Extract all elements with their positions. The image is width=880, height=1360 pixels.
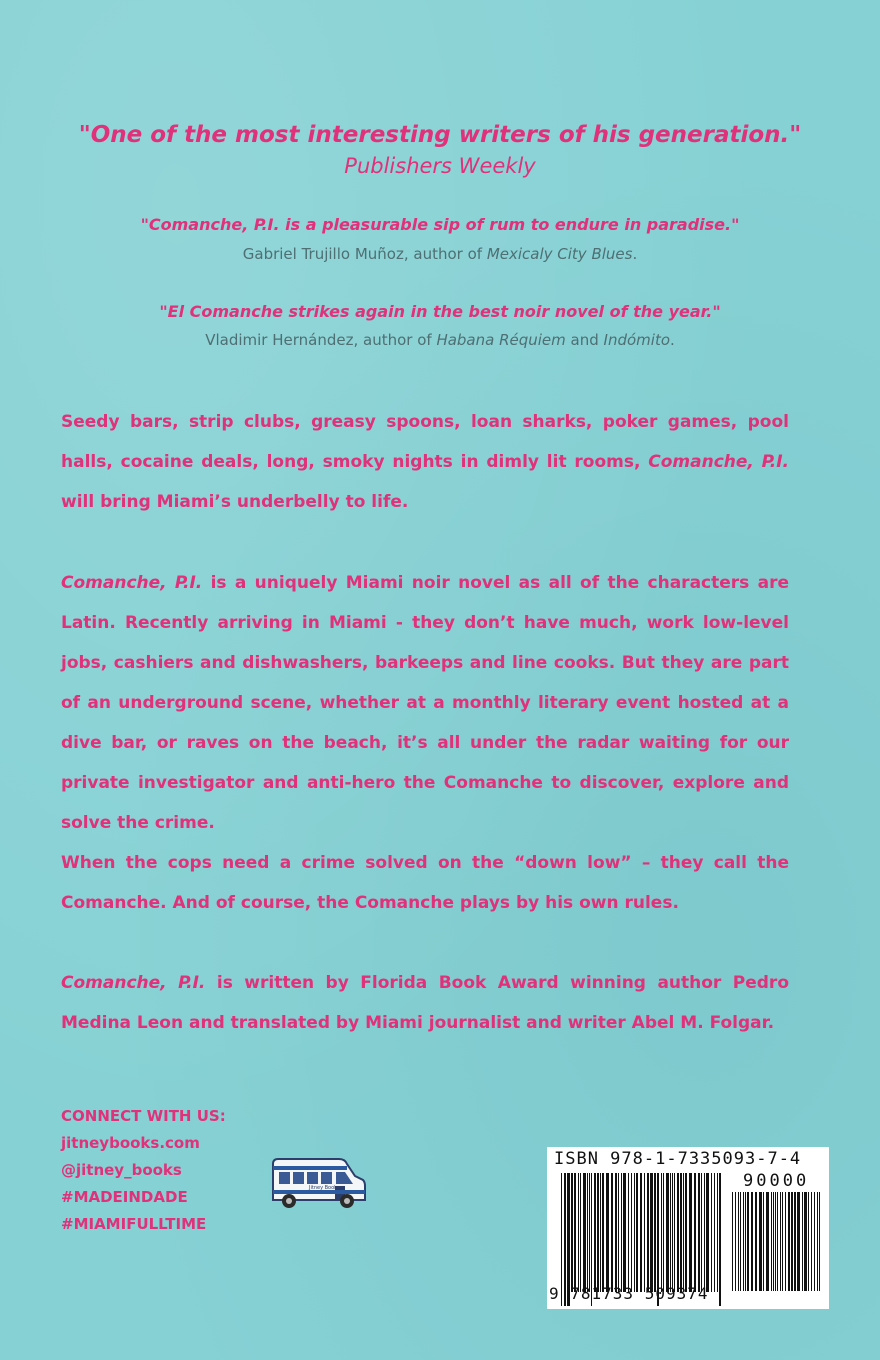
barcode-bar — [694, 1173, 696, 1292]
barcode-bars-price — [732, 1192, 822, 1305]
barcode-bar — [759, 1192, 762, 1291]
barcode-bar — [819, 1192, 820, 1291]
barcode-bar — [670, 1173, 671, 1292]
barcode-bar — [602, 1173, 604, 1292]
quote-1-source: Publishers Weekly — [344, 154, 536, 178]
barcode-digits: 9 781733 509374 — [549, 1284, 709, 1303]
hashtag-miamifulltime[interactable]: #MIAMIFULLTIME — [61, 1215, 207, 1233]
barcode-bar — [677, 1173, 679, 1292]
barcode-bar — [628, 1173, 629, 1292]
barcode-bar — [618, 1173, 619, 1292]
barcode-bar — [717, 1173, 718, 1292]
barcode-bar — [621, 1173, 622, 1292]
barcode-bar — [738, 1192, 739, 1291]
connect-section — [61, 1103, 226, 1238]
blurb-paragraph-3: When the cops need a crime solved on the “down low” – they call the Comanche. And of course, the Comanche plays by his own rules. — [61, 853, 789, 913]
barcode-bar — [698, 1173, 700, 1292]
barcode-bar — [735, 1192, 736, 1291]
barcode-bar — [766, 1192, 769, 1291]
website-link[interactable]: jitneybooks.com — [61, 1134, 200, 1152]
quote-2-source: Gabriel Trujillo Muñoz, author of Mexicaly City Blues. — [242, 245, 638, 263]
barcode-bar — [672, 1173, 673, 1292]
jitney-bus-logo-icon — [269, 1154, 367, 1212]
isbn-number: ISBN 978-1-7335093-7-4 — [554, 1149, 802, 1169]
barcode-bar — [763, 1192, 764, 1291]
barcode-bar — [785, 1192, 786, 1291]
barcode-bar — [773, 1192, 774, 1291]
social-handle[interactable]: @jitney_books — [61, 1161, 182, 1179]
barcode-bar — [751, 1192, 753, 1291]
barcode-bar — [797, 1192, 800, 1291]
isbn-barcode — [547, 1147, 829, 1309]
bus-label: Jitney Books — [309, 1185, 340, 1191]
barcode-bar — [811, 1192, 812, 1291]
barcode-bar — [578, 1173, 579, 1292]
barcode-bar — [606, 1173, 609, 1292]
barcode-bar — [615, 1173, 617, 1292]
barcode-bar — [631, 1173, 632, 1292]
blurb-paragraph-2: Comanche, P.I. is a uniquely Miami noir novel as all of the characters are Latin. Recently arriving in Miami - they don’t have much, work low-level jobs, cashiers and dishwashers, barkeeps and line cooks. But they are part of an underground scene, whether at a monthly literary event hosted at a dive bar, or raves on the beach, it’s all under the radar waiting for our private investigator and anti-hero the Comanche to discover, explore and solve the crime. — [61, 573, 789, 833]
barcode-bar — [777, 1192, 778, 1291]
barcode-bar — [689, 1173, 692, 1292]
barcode-bar — [623, 1173, 626, 1292]
barcode-bar — [571, 1173, 573, 1292]
barcode-bar — [740, 1192, 741, 1291]
barcode-bar — [755, 1192, 757, 1291]
barcode-bar — [743, 1192, 744, 1291]
quote-1: "One of the most interesting writers of his generation." — [78, 122, 802, 148]
barcode-bar — [600, 1173, 601, 1292]
barcode-bar — [704, 1173, 705, 1292]
barcode-bar — [644, 1173, 645, 1292]
blurb-paragraph-1: Seedy bars, strip clubs, greasy spoons, loan sharks, poker games, pool halls, cocaine deals, long, smoky nights in dimly lit rooms, Comanche, P.I. will bring Miami’s underbelly to life. — [61, 412, 789, 512]
barcode-bar — [804, 1192, 807, 1291]
barcode-bar — [574, 1173, 576, 1292]
barcode-bar — [802, 1192, 803, 1291]
barcode-bar — [580, 1173, 581, 1292]
barcode-bar — [597, 1173, 599, 1292]
hashtag-madeindade[interactable]: #MADEINDADE — [61, 1188, 188, 1206]
barcode-bar — [640, 1173, 642, 1292]
barcode-bar — [706, 1173, 709, 1292]
barcode-bar — [711, 1173, 712, 1292]
barcode-bar — [788, 1192, 790, 1291]
quote-3-source: Vladimir Hernández, author of Habana Réquiem and Indómito. — [205, 331, 675, 349]
barcode-bar — [663, 1173, 664, 1292]
barcode-bar — [650, 1173, 653, 1292]
barcode-bar — [680, 1173, 682, 1292]
barcode-bar — [683, 1173, 684, 1292]
barcode-bar — [634, 1173, 635, 1292]
barcode-bar — [587, 1173, 588, 1292]
barcode-bar — [594, 1173, 596, 1292]
barcode-bar — [654, 1173, 656, 1292]
connect-heading: CONNECT WITH US: — [61, 1107, 226, 1125]
barcode-bar — [714, 1173, 715, 1292]
quote-3: "El Comanche strikes again in the best noir novel of the year." — [159, 302, 721, 321]
barcode-bar — [814, 1192, 815, 1291]
price-code: 90000 — [743, 1171, 810, 1191]
barcode-bar — [808, 1192, 809, 1291]
barcode-bar — [583, 1173, 586, 1292]
barcode-bar — [745, 1192, 746, 1291]
barcode-bar — [732, 1192, 733, 1291]
barcode-bar — [674, 1173, 675, 1292]
barcode-bar — [685, 1173, 687, 1292]
barcode-bar — [611, 1173, 613, 1292]
barcode-bar — [701, 1173, 702, 1292]
barcode-bar — [775, 1192, 776, 1291]
barcode-bar — [782, 1192, 783, 1291]
barcode-bar — [589, 1173, 590, 1292]
barcode-bar — [780, 1192, 781, 1291]
blurb-paragraph-4: Comanche, P.I. is written by Florida Book Award winning author Pedro Medina Leon and translated by Miami journalist and writer Abel M. Folgar. — [61, 973, 789, 1033]
barcode-bar — [666, 1173, 669, 1292]
barcode-bar — [719, 1173, 721, 1306]
barcode-bar — [817, 1192, 818, 1291]
barcode-bar — [791, 1192, 793, 1291]
barcode-bar — [636, 1173, 638, 1292]
barcode-bar — [747, 1192, 749, 1291]
barcode-bar — [661, 1173, 662, 1292]
barcode-bar — [647, 1173, 649, 1292]
barcode-bar — [771, 1192, 772, 1291]
quote-2: "Comanche, P.I. is a pleasurable sip of rum to endure in paradise." — [140, 215, 740, 234]
barcode-bar — [794, 1192, 796, 1291]
